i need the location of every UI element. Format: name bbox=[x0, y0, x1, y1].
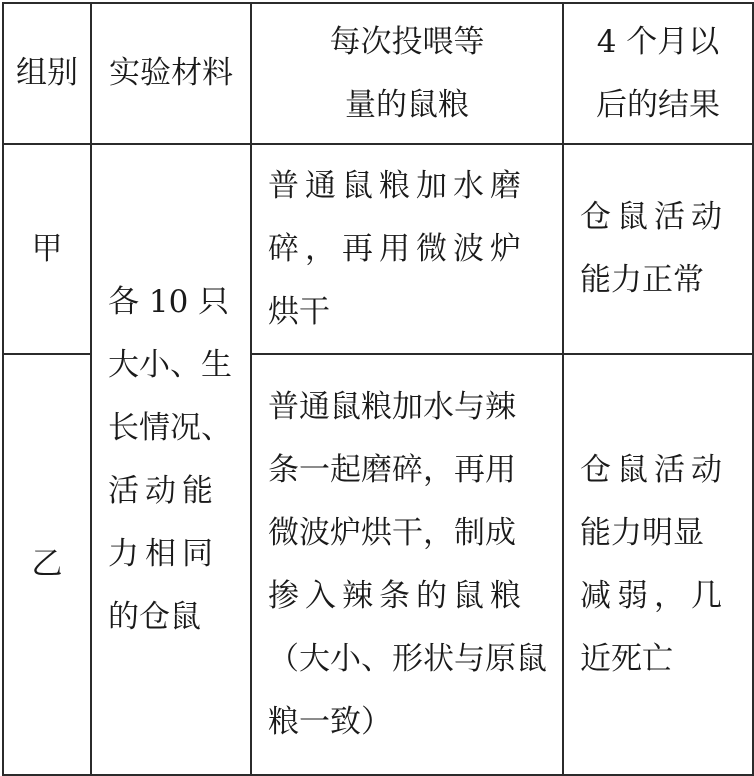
feed-line: 烘干 bbox=[268, 293, 330, 330]
result-line: 能力正常 bbox=[580, 262, 704, 298]
header-result-line: 后的结果 bbox=[596, 86, 720, 123]
result-line: 能力明显 bbox=[580, 514, 704, 551]
table-row bbox=[3, 144, 753, 354]
feed-cell bbox=[251, 144, 563, 354]
group-cell bbox=[3, 144, 91, 354]
result-line: 仓鼠活动 bbox=[580, 199, 728, 235]
feed-line: 条一起磨碎，再用 bbox=[268, 451, 516, 488]
header-feed-line: 量的鼠粮 bbox=[345, 86, 469, 123]
feed-line: 微波炉烘干，制成 bbox=[268, 514, 516, 551]
result-cell bbox=[563, 354, 753, 775]
group-cell bbox=[3, 354, 91, 775]
header-result-line: 4 个月以 bbox=[596, 23, 720, 60]
feed-line: 粮一致） bbox=[268, 703, 392, 740]
experiment-table bbox=[2, 2, 754, 776]
header-row bbox=[3, 3, 753, 144]
header-feed-line: 每次投喂等 bbox=[329, 23, 485, 60]
header-material bbox=[91, 3, 251, 144]
header-group bbox=[3, 3, 91, 144]
group-label: 甲 bbox=[31, 230, 63, 267]
feed-line: 普通鼠粮加水与辣 bbox=[268, 388, 516, 425]
material-line: 的仓鼠 bbox=[108, 598, 201, 635]
group-label: 乙 bbox=[31, 546, 63, 582]
material-line: 活动能 bbox=[108, 472, 219, 509]
result-line: 仓鼠活动 bbox=[580, 451, 728, 488]
feed-line: 碎，再用微波炉 bbox=[268, 230, 527, 267]
material-line: 各 10 只 bbox=[108, 283, 230, 320]
feed-cell bbox=[251, 354, 563, 775]
material-line: 大小、生 bbox=[108, 346, 232, 383]
result-line: 近死亡 bbox=[580, 640, 673, 677]
feed-line: 普通鼠粮加水磨 bbox=[268, 167, 527, 204]
header-group-text: 组别 bbox=[16, 55, 78, 91]
feed-line: （大小、形状与原鼠 bbox=[268, 640, 547, 677]
result-line: 减弱，几 bbox=[580, 577, 728, 614]
header-result bbox=[563, 3, 753, 144]
feed-line: 掺入辣条的鼠粮 bbox=[268, 577, 527, 614]
header-feed bbox=[251, 3, 563, 144]
material-line: 力相同 bbox=[108, 535, 219, 572]
material-line: 长情况、 bbox=[108, 409, 232, 446]
header-material-text: 实验材料 bbox=[109, 55, 233, 91]
material-cell bbox=[91, 144, 251, 775]
result-cell bbox=[563, 144, 753, 354]
